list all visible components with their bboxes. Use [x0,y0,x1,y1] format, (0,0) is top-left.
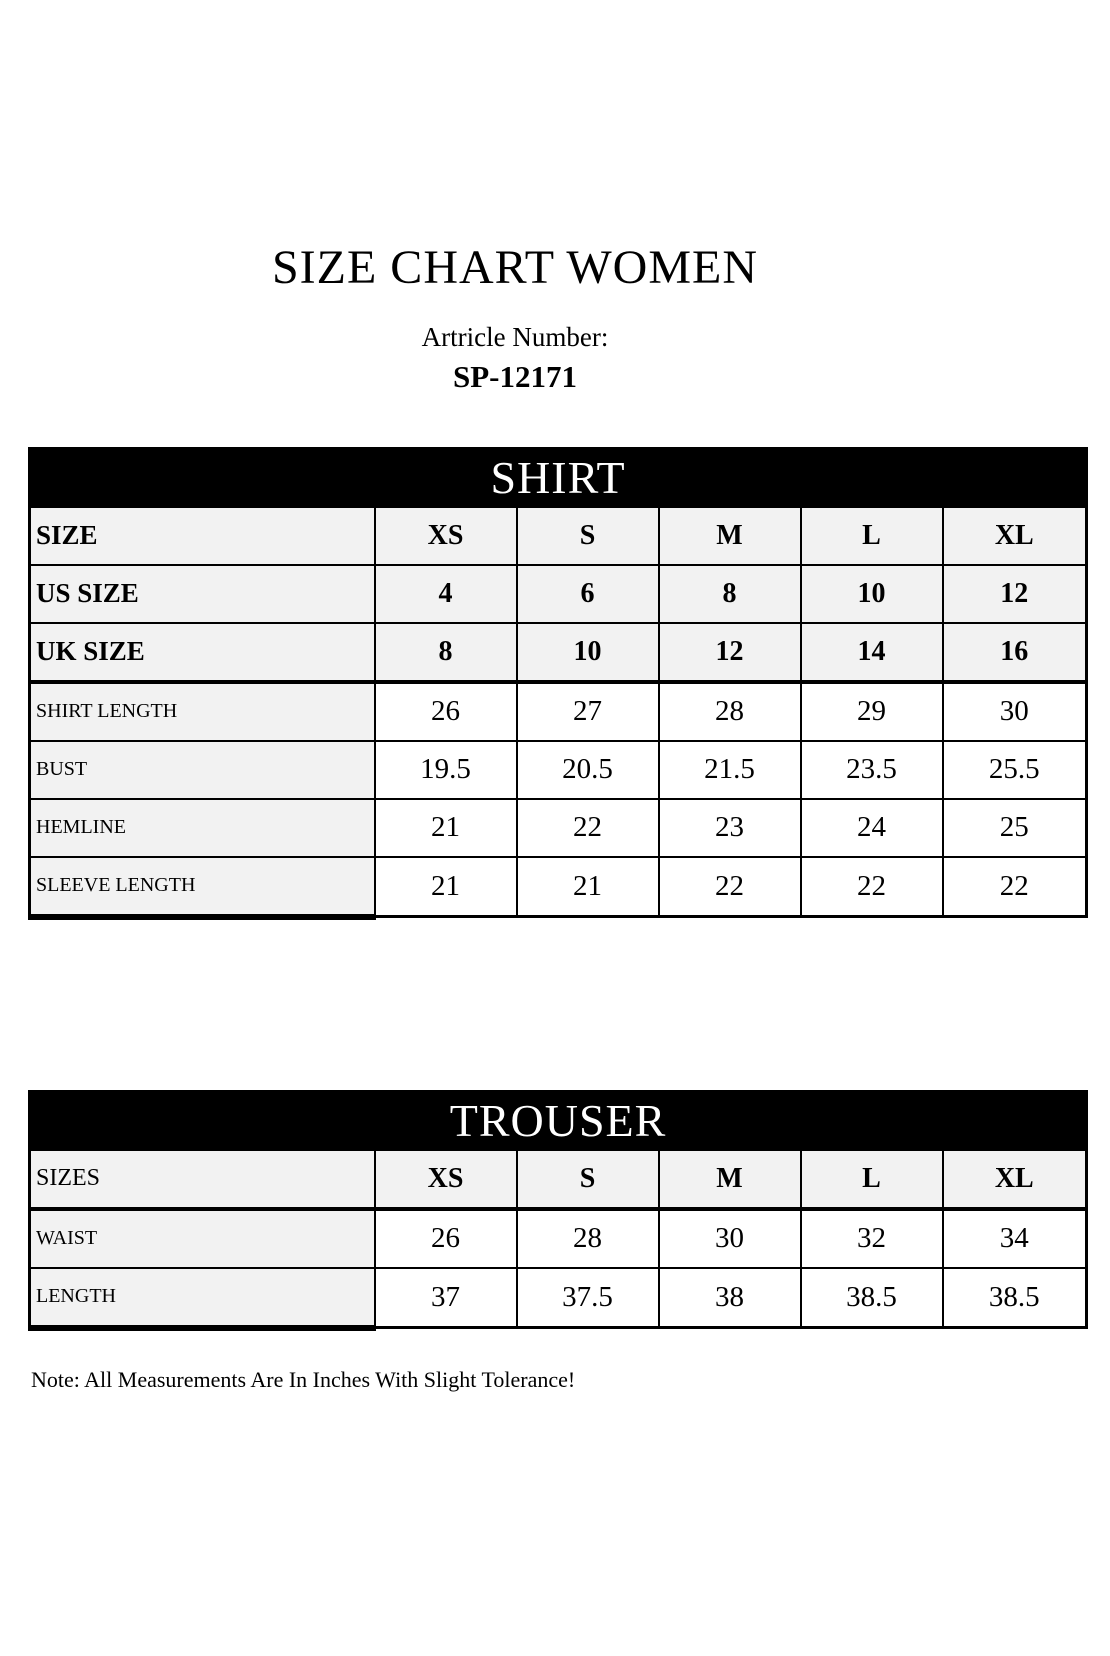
value-cell: 37.5 [517,1268,659,1328]
value-cell: 14 [801,623,943,682]
value-cell: 19.5 [375,741,517,799]
trouser-size-table [28,1090,1088,1331]
value-cell: 21 [375,857,517,917]
value-cell: 6 [517,565,659,623]
value-cell: 27 [517,682,659,741]
value-cell: 23.5 [801,741,943,799]
page-title: SIZE CHART WOMEN [271,241,758,294]
value-cell: 22 [801,857,943,917]
value-cell: 21 [517,857,659,917]
value-cell: 34 [943,1209,1087,1268]
value-cell: 30 [659,1209,801,1268]
shirt-caption-row [30,448,1087,507]
value-cell: 10 [517,623,659,682]
table-row [30,799,1087,857]
shirt-table-title: SHIRT [30,448,1087,507]
trouser-caption-row [30,1091,1087,1150]
value-cell: 10 [801,565,943,623]
shirt-size-table [28,447,1088,920]
value-cell: 37 [375,1268,517,1328]
value-cell: M [659,1150,801,1209]
table-row [30,507,1087,565]
table-row [30,1150,1087,1209]
value-cell: XS [375,507,517,565]
value-cell: 21 [375,799,517,857]
value-cell: 22 [943,857,1087,917]
value-cell: 38 [659,1268,801,1328]
row-label-cell: SIZE [30,507,375,565]
value-cell: 28 [659,682,801,741]
value-cell: 25 [943,799,1087,857]
value-cell: S [517,1150,659,1209]
value-cell: XL [943,1150,1087,1209]
trouser-table-title: TROUSER [30,1091,1087,1150]
value-cell: 22 [517,799,659,857]
value-cell: 25.5 [943,741,1087,799]
value-cell: 26 [375,682,517,741]
value-cell: XS [375,1150,517,1209]
article-number-label: Artricle Number: [421,322,609,353]
table-row [30,565,1087,623]
row-label-cell: SHIRT LENGTH [30,682,375,741]
value-cell: 21.5 [659,741,801,799]
row-label-cell: SIZES [30,1150,375,1209]
table-row [30,1268,1087,1328]
value-cell: 12 [659,623,801,682]
value-cell: 16 [943,623,1087,682]
measurements-note: Note: All Measurements Are In Inches With Slight Tolerance! [31,1366,576,1392]
value-cell: 8 [659,565,801,623]
value-cell: 30 [943,682,1087,741]
row-label-cell: BUST [30,741,375,799]
table-row [30,857,1087,917]
table-row [30,682,1087,741]
value-cell: L [801,507,943,565]
value-cell: 4 [375,565,517,623]
value-cell: 23 [659,799,801,857]
value-cell: 8 [375,623,517,682]
article-number-value: SP-12171 [453,358,577,394]
value-cell: 24 [801,799,943,857]
value-cell: 22 [659,857,801,917]
value-cell: 38.5 [801,1268,943,1328]
value-cell: 29 [801,682,943,741]
value-cell: 12 [943,565,1087,623]
row-label-cell: HEMLINE [30,799,375,857]
table-row [30,741,1087,799]
header-block [0,0,1030,395]
value-cell: XL [943,507,1087,565]
row-label-cell: UK SIZE [30,623,375,682]
value-cell: 26 [375,1209,517,1268]
value-cell: 32 [801,1209,943,1268]
value-cell: 20.5 [517,741,659,799]
row-label-cell: US SIZE [30,565,375,623]
value-cell: S [517,507,659,565]
row-label-cell: SLEEVE LENGTH [30,857,375,917]
value-cell: M [659,507,801,565]
value-cell: 28 [517,1209,659,1268]
row-label-cell: WAIST [30,1209,375,1268]
row-label-cell: LENGTH [30,1268,375,1328]
table-row [30,623,1087,682]
table-row [30,1209,1087,1268]
value-cell: 38.5 [943,1268,1087,1328]
value-cell: L [801,1150,943,1209]
